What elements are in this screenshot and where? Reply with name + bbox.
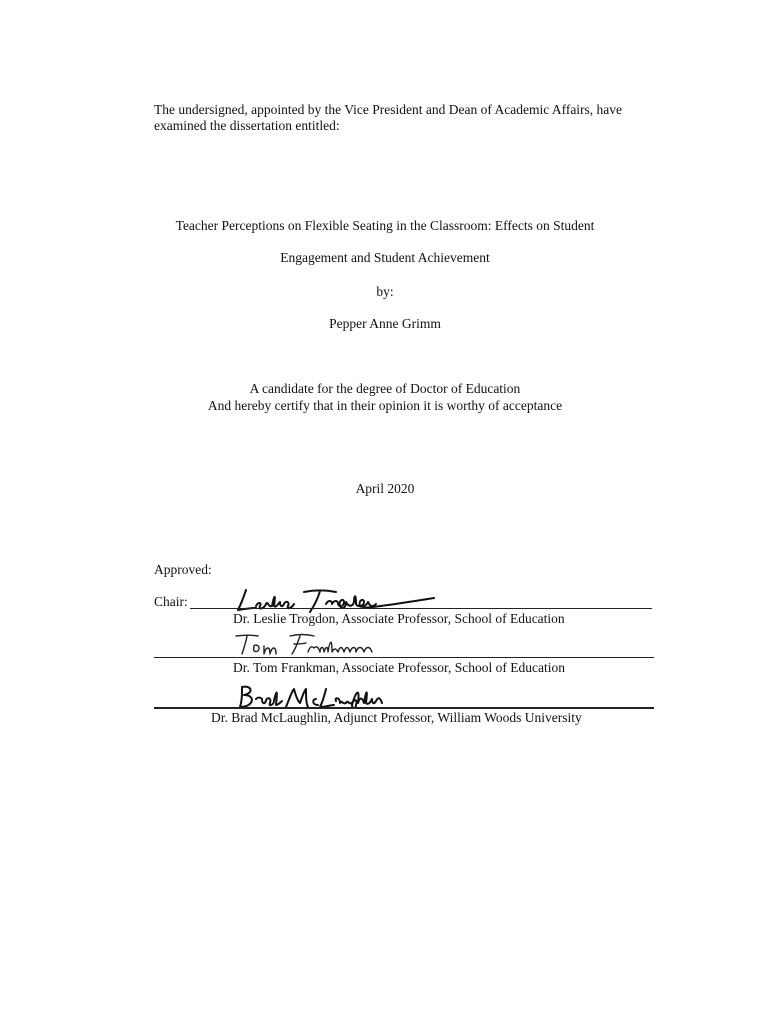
signatory-1-name: Dr. Leslie Trogdon, Associate Professor, School of Education (233, 611, 565, 626)
approval-date: April 2020 (355, 481, 415, 496)
approved-label: Approved: (154, 562, 212, 577)
member-1-signature-line (154, 657, 654, 658)
signatory-3-name: Dr. Brad McLaughlin, Adjunct Professor, William Woods University (211, 710, 582, 725)
signatory-2-name: Dr. Tom Frankman, Associate Professor, School of Education (233, 660, 565, 675)
dissertation-title-line-2: Engagement and Student Achievement (280, 250, 490, 265)
author-name: Pepper Anne Grimm (329, 316, 441, 331)
chair-signature-line (190, 608, 652, 609)
candidate-statement-line-2: And hereby certify that in their opinion it is worthy of acceptance (207, 398, 563, 413)
chair-label: Chair: (154, 594, 188, 609)
dissertation-title-line-1: Teacher Perceptions on Flexible Seating in the Classroom: Effects on Student (175, 218, 595, 233)
candidate-statement-line-1: A candidate for the degree of Doctor of Education (249, 381, 521, 396)
member-2-signature-line (154, 707, 654, 709)
signature-2 (232, 632, 392, 658)
by-label: by: (376, 284, 394, 299)
intro-text: The undersigned, appointed by the Vice President and Dean of Academic Affairs, have examined the dissertation entitled: (154, 102, 623, 133)
